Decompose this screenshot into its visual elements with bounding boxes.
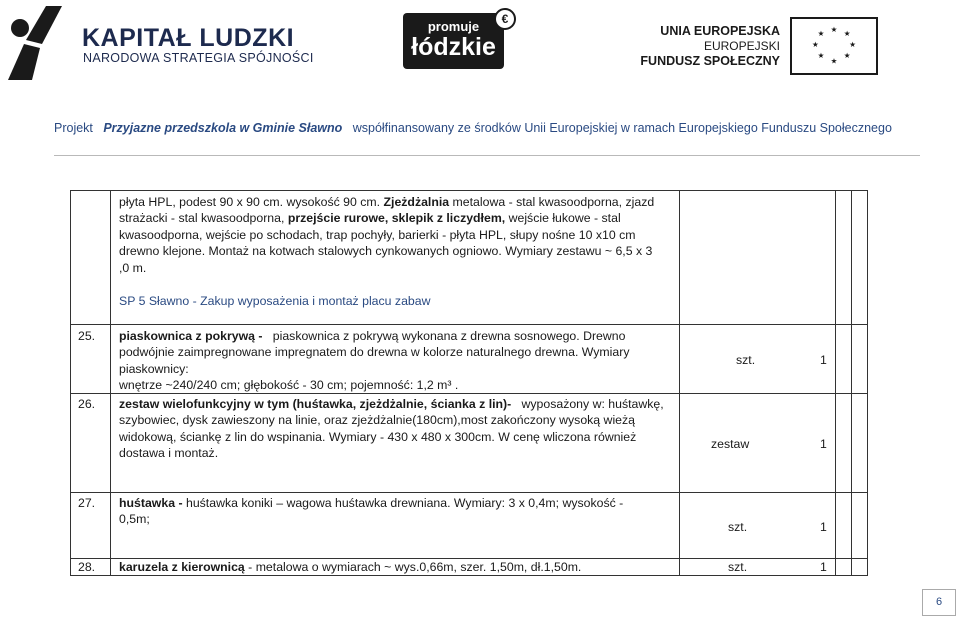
item-description bbox=[119, 328, 675, 394]
item-description bbox=[119, 495, 675, 528]
text-span: strażacki - stal kwasoodporna, bbox=[119, 211, 285, 226]
quantity-cell: 1 bbox=[820, 520, 827, 534]
text-line: dostawa i montaż. bbox=[119, 446, 219, 461]
unit-cell: zestaw bbox=[711, 437, 750, 451]
text-line: ,0 m. bbox=[119, 260, 147, 275]
bold-span: huśtawka - bbox=[119, 496, 183, 510]
project-name: Przyjazne przedszkola w Gminie Sławno bbox=[103, 121, 343, 135]
text-line bbox=[119, 194, 675, 210]
text-line bbox=[119, 559, 675, 575]
svg-text:★: ★ bbox=[843, 28, 851, 38]
col-line bbox=[70, 190, 71, 576]
header-divider bbox=[54, 155, 920, 156]
page-number: 6 bbox=[922, 589, 956, 616]
col-line bbox=[835, 190, 836, 576]
kapital-ludzki-logo-icon bbox=[6, 4, 64, 82]
quantity-cell: 1 bbox=[820, 437, 827, 451]
bold-span: Zjeżdżalnia bbox=[383, 195, 450, 209]
text-line: widokową, ściankę z lin do wspinania. Wymiary - 430 x 480 x 300cm. W cenę wliczona również bbox=[119, 429, 637, 444]
row-number: 26. bbox=[78, 397, 96, 411]
text-line bbox=[119, 328, 675, 344]
section-heading: SP 5 Sławno - Zakup wyposażenia i montaż placu zabaw bbox=[119, 294, 431, 308]
col-line bbox=[851, 190, 852, 576]
row-number: 28. bbox=[78, 560, 96, 574]
project-suffix: współfinansowany ze środków Unii Europejskiej w ramach Europejskiego Funduszu Społecznego bbox=[352, 121, 892, 135]
text-line: podwójnie zaimpregnowane impregnatem do drewna w kolorze naturalnego drewna. Wymiary bbox=[119, 345, 630, 360]
text-span: metalowa - stal kwasoodporna, zjazd bbox=[452, 195, 655, 209]
lodzkie-text: łódzkie bbox=[411, 33, 496, 61]
bold-span: zestaw wielofunkcyjny w tym (huśtawka, zjeżdżalnie, ścianka z lin)- bbox=[119, 397, 512, 411]
euro-mark-icon: € bbox=[494, 8, 516, 30]
quantity-cell: 1 bbox=[820, 353, 827, 367]
text-line bbox=[119, 495, 675, 511]
row-line bbox=[70, 324, 868, 325]
text-line: piaskownicy: bbox=[119, 361, 189, 376]
text-span: piaskownica z pokrywą wykonana z drewna sosnowego. Drewno bbox=[272, 329, 626, 343]
eu-text-block bbox=[640, 24, 780, 69]
text-line: kwasoodporna, wejście po schodach, trap pochyły, barierki - płyta HPL, słupy nośne 10 x10 cm bbox=[119, 227, 636, 242]
svg-text:★: ★ bbox=[817, 28, 825, 38]
quantity-cell: 1 bbox=[820, 560, 827, 574]
eu-line-2: EUROPEJSKI bbox=[703, 39, 780, 53]
item-description bbox=[119, 559, 675, 575]
text-line: 0,5m; bbox=[119, 512, 150, 527]
text-line: drewno klejone. Montaż na kotwach stalowych cynkowanych ogniowo. Wymiary zestawu ~ 6,5 x 3 bbox=[119, 244, 653, 259]
row-line bbox=[70, 190, 868, 191]
text-span: wyposażony w: huśtawkę, bbox=[521, 397, 664, 411]
bold-span: karuzela z kierownicą bbox=[119, 560, 245, 574]
project-line bbox=[54, 121, 892, 135]
continuation-text bbox=[119, 194, 675, 276]
eu-line-3: FUNDUSZ SPOŁECZNY bbox=[640, 54, 780, 68]
bold-span: piaskownica z pokrywą - bbox=[119, 329, 263, 343]
col-line bbox=[867, 190, 868, 576]
svg-text:★: ★ bbox=[830, 25, 838, 35]
eu-line-1: UNIA EUROPEJSKA bbox=[660, 24, 780, 38]
svg-text:★: ★ bbox=[843, 51, 851, 61]
row-line bbox=[70, 492, 868, 493]
text-span: - metalowa o wymiarach ~ wys.0,66m, szer. 1,50m, dł.1,50m. bbox=[244, 560, 582, 574]
col-line bbox=[679, 190, 680, 576]
svg-text:★: ★ bbox=[817, 51, 825, 61]
kapital-ludzki-subtitle: NARODOWA STRATEGIA SPÓJNOŚCI bbox=[83, 51, 314, 65]
svg-text:★: ★ bbox=[812, 39, 819, 49]
eu-flag-icon bbox=[790, 17, 878, 75]
svg-text:★: ★ bbox=[849, 39, 856, 49]
promuje-lodzkie-logo bbox=[403, 13, 504, 69]
bold-span: przejście rurowe, sklepik z liczydłem, bbox=[287, 211, 506, 226]
col-line bbox=[110, 190, 111, 576]
text-line bbox=[119, 210, 675, 226]
project-prefix: Projekt bbox=[54, 121, 93, 135]
text-span: płyta HPL, podest 90 x 90 cm. wysokość 90 cm. bbox=[119, 195, 381, 209]
text-span: huśtawka koniki – wagowa huśtawka drewniana. Wymiary: 3 x 0,4m; wysokość - bbox=[185, 496, 624, 510]
svg-text:★: ★ bbox=[830, 56, 838, 66]
text-line bbox=[119, 396, 675, 412]
text-line: wnętrze ~240/240 cm; głębokość - 30 cm; pojemność: 1,2 m³ . bbox=[119, 378, 459, 393]
row-number: 27. bbox=[78, 496, 96, 510]
text-span: wejście łukowe - stal bbox=[508, 211, 621, 226]
items-table bbox=[70, 190, 868, 576]
row-number: 25. bbox=[78, 329, 96, 343]
unit-cell: szt. bbox=[736, 353, 756, 367]
unit-cell: szt. bbox=[728, 560, 748, 574]
item-description bbox=[119, 396, 675, 462]
unit-cell: szt. bbox=[728, 520, 748, 534]
page-header bbox=[0, 0, 960, 150]
promuje-text: promuje bbox=[427, 19, 480, 34]
text-line: szybowiec, dysk zawieszony na linie, oraz zjeżdżalnie(180cm),most zakończony wysoką wieżą bbox=[119, 413, 636, 428]
kapital-ludzki-title: KAPITAŁ LUDZKI bbox=[82, 24, 295, 52]
